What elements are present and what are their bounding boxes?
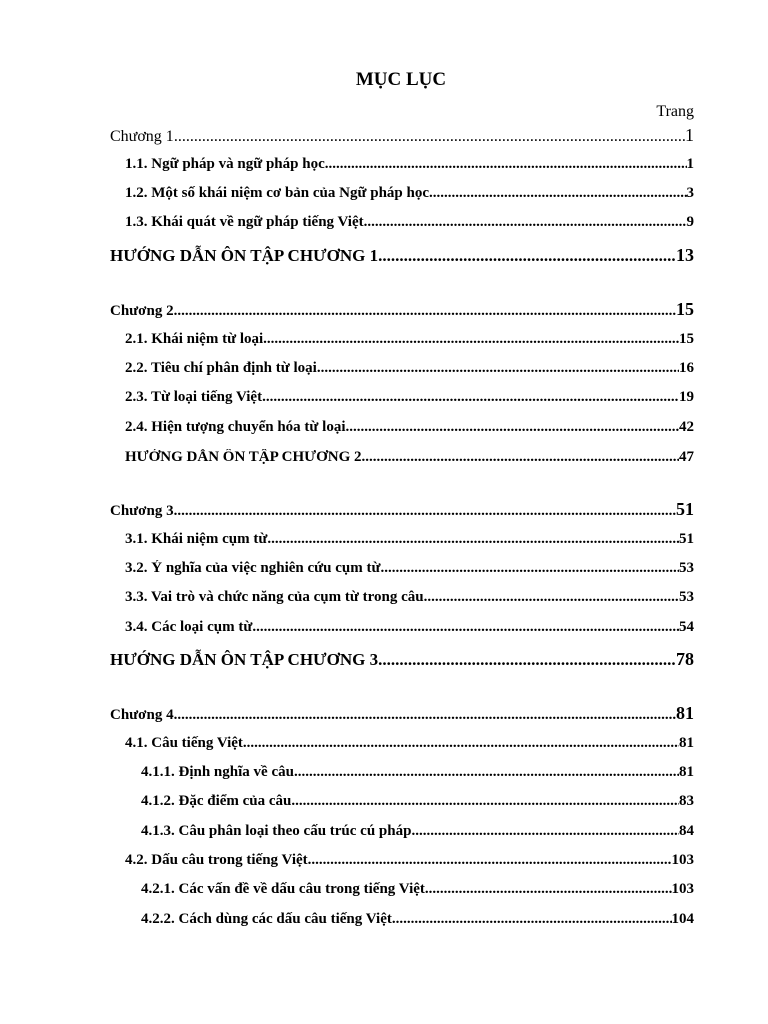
toc-entry-label: HƯỚNG DẪN ÔN TẬP CHƯƠNG 1 [110, 246, 379, 265]
toc-entry-page: 81 [676, 703, 694, 723]
toc-entry [110, 245, 694, 266]
toc-entry-label: 4.2.2. Cách dùng các dấu câu tiếng Việt [141, 911, 392, 927]
toc-entry [125, 156, 694, 173]
toc-leader-dots [262, 389, 679, 406]
toc-entry-label: 3.2. Ý nghĩa của việc nghiên cứu cụm từ [125, 560, 381, 576]
toc-entry [125, 589, 694, 606]
toc-leader-dots [346, 419, 680, 436]
toc-leader-dots [429, 185, 686, 202]
toc-entry-page: 103 [671, 881, 694, 897]
toc-entry [141, 881, 694, 898]
toc-leader-dots [174, 128, 685, 146]
toc-entry-label: 1.1. Ngữ pháp và ngữ pháp học [125, 156, 325, 172]
toc-entry-page: 13 [676, 245, 694, 265]
toc-leader-dots [308, 852, 672, 869]
toc-entry-label: 3.1. Khái niệm cụm từ [125, 531, 268, 547]
toc-leader-dots [243, 735, 679, 752]
toc-leader-dots [392, 911, 672, 928]
toc-entry-page: 54 [679, 619, 694, 635]
toc-entry-page: 103 [671, 852, 694, 868]
toc-entry-page: 1 [686, 156, 694, 172]
toc-leader-dots [174, 503, 676, 520]
toc-entry-label: 1.2. Một số khái niệm cơ bản của Ngữ pháp học [125, 185, 430, 201]
toc-entry-label: 4.1. Câu tiếng Việt [125, 735, 243, 751]
toc-entry-page: 78 [676, 649, 694, 669]
toc-entry-label: 2.4. Hiện tượng chuyển hóa từ loại [125, 419, 346, 435]
toc-entry [125, 419, 694, 436]
toc-entry [125, 531, 694, 548]
toc-entry [125, 735, 694, 752]
toc-leader-dots [174, 303, 676, 320]
toc-leader-dots [425, 881, 672, 898]
toc-title: MỤC LỤC [355, 69, 447, 90]
toc-leader-dots [263, 331, 679, 348]
toc-entry [110, 703, 694, 724]
toc-leader-dots [378, 246, 676, 266]
toc-entry-label: 2.1. Khái niệm từ loại [125, 331, 264, 347]
toc-entry [125, 389, 694, 406]
toc-entry-page: 42 [679, 419, 694, 435]
toc-leader-dots [378, 650, 676, 670]
toc-entry [110, 649, 694, 670]
toc-leader-dots [411, 823, 679, 840]
toc-entry [125, 560, 694, 577]
toc-entry-page: 104 [671, 911, 694, 927]
toc-entry-page: 15 [679, 331, 694, 347]
toc-entry-label: Chương 2 [110, 303, 174, 319]
toc-entry [110, 299, 694, 320]
toc-entry-label: 3.4. Các loại cụm từ [125, 619, 253, 635]
toc-entry-page: 16 [679, 360, 694, 376]
toc-leader-dots [362, 449, 679, 466]
toc-leader-dots [325, 156, 687, 173]
toc-entry-page: 51 [676, 499, 694, 519]
toc-entry-page: 53 [679, 560, 694, 576]
toc-entry-label: 4.2. Dấu câu trong tiếng Việt [125, 852, 308, 868]
toc-entry-page: 1 [685, 125, 694, 145]
toc-entry-label: 4.1.3. Câu phân loại theo cấu trúc cú pháp [141, 823, 412, 839]
toc-entry-label: 4.1.2. Đặc điểm của câu [141, 793, 292, 809]
toc-entry-label: 2.2. Tiêu chí phân định từ loại [125, 360, 317, 376]
toc-entry-page: 81 [679, 735, 694, 751]
toc-entry-label: Chương 1 [110, 128, 174, 145]
toc-leader-dots [174, 707, 676, 724]
toc-leader-dots [267, 531, 679, 548]
toc-entry-page: 51 [679, 531, 694, 547]
toc-leader-dots [252, 619, 679, 636]
toc-entry-page: 19 [679, 389, 694, 405]
toc-entry-label: 3.3. Vai trò và chức năng của cụm từ trong câu [125, 589, 424, 605]
toc-entry-page: 53 [679, 589, 694, 605]
toc-entry-label: 4.1.1. Định nghĩa về câu [141, 764, 294, 780]
toc-entry-label: 4.2.1. Các vấn đề về dấu câu trong tiếng Việt [141, 881, 425, 897]
toc-entry-page: 84 [679, 823, 694, 839]
toc-entry [125, 360, 694, 377]
toc-entry [141, 823, 694, 840]
toc-entry [125, 852, 694, 869]
toc-entry-page: 47 [679, 449, 694, 465]
toc-entry [110, 499, 694, 520]
toc-entry [125, 619, 694, 636]
toc-entry [110, 125, 694, 146]
toc-leader-dots [364, 214, 687, 231]
toc-entry [125, 331, 694, 348]
toc-entry-label: Chương 4 [110, 707, 174, 723]
toc-entry-label: HƯỚNG DẪN ÔN TẬP CHƯƠNG 3 [110, 650, 379, 669]
toc-entry-page: 81 [679, 764, 694, 780]
toc-leader-dots [424, 589, 679, 606]
toc-entry-page: 83 [679, 793, 694, 809]
toc-entry-page: 9 [686, 214, 694, 230]
toc-entry-label: 1.3. Khái quát về ngữ pháp tiếng Việt [125, 214, 364, 230]
toc-entry-label: HƯỚNG DẪN ÔN TẬP CHƯƠNG 2 [125, 449, 362, 465]
toc-entry [141, 911, 694, 928]
toc-entry-page: 3 [686, 185, 694, 201]
toc-leader-dots [294, 764, 679, 781]
toc-entry [125, 449, 694, 466]
toc-leader-dots [291, 793, 679, 810]
page-column-label: Trang [656, 103, 694, 120]
toc-entry-page: 15 [676, 299, 694, 319]
toc-entry [125, 214, 694, 231]
toc-entry [141, 793, 694, 810]
toc-entry-label: 2.3. Từ loại tiếng Việt [125, 389, 263, 405]
toc-entry [141, 764, 694, 781]
toc-leader-dots [381, 560, 679, 577]
toc-leader-dots [317, 360, 679, 377]
toc-entry [125, 185, 694, 202]
toc-entry-label: Chương 3 [110, 503, 174, 519]
